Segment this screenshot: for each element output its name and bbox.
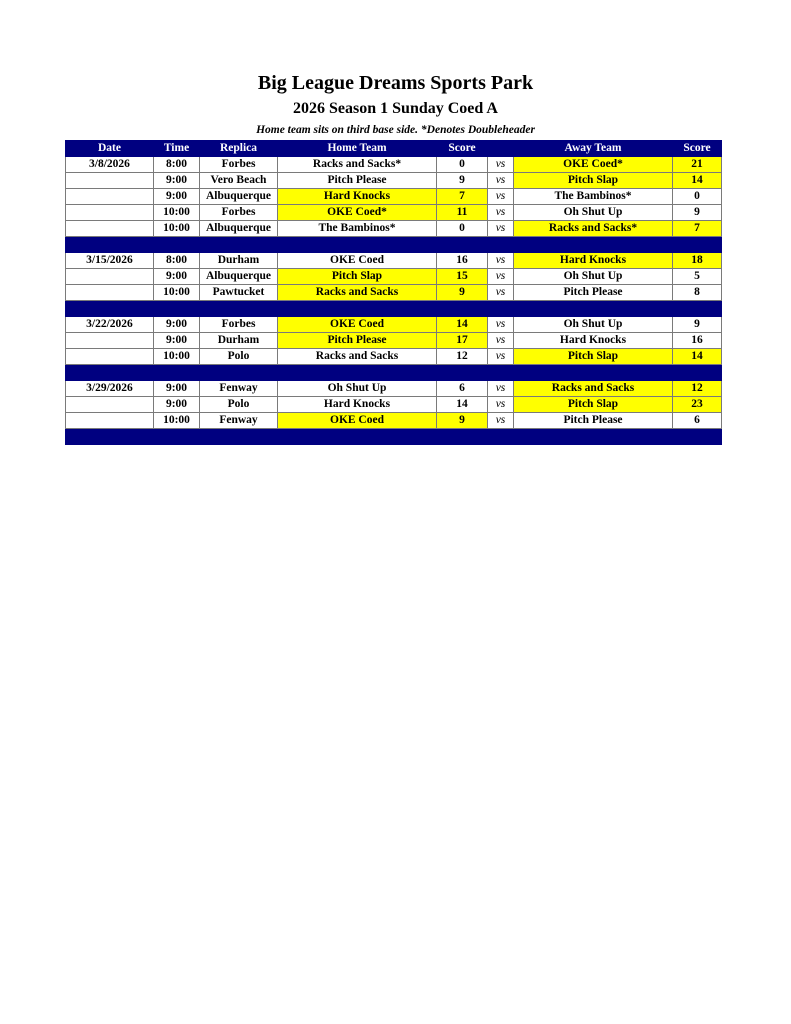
game-date (66, 173, 154, 189)
schedule-body (66, 157, 722, 445)
game-row (66, 285, 722, 301)
vs-label: vs (488, 157, 514, 173)
away-score: 9 (673, 205, 722, 221)
week-separator (66, 429, 722, 445)
home-team: Oh Shut Up (278, 381, 437, 397)
home-team: Hard Knocks (278, 397, 437, 413)
vs-label: vs (488, 413, 514, 429)
page-subtitle: 2026 Season 1 Sunday Coed A (293, 100, 498, 117)
game-date (66, 189, 154, 205)
game-replica: Forbes (200, 157, 278, 173)
game-replica: Albuquerque (200, 221, 278, 237)
col-header-away-team: Away Team (514, 141, 673, 157)
home-score: 0 (437, 221, 488, 237)
vs-label: vs (488, 221, 514, 237)
away-team: Hard Knocks (514, 253, 673, 269)
game-row (66, 349, 722, 365)
game-date (66, 285, 154, 301)
game-time: 9:00 (154, 269, 200, 285)
vs-label: vs (488, 205, 514, 221)
col-header-time: Time (154, 141, 200, 157)
vs-label: vs (488, 269, 514, 285)
game-date: 3/29/2026 (66, 381, 154, 397)
home-team: OKE Coed (278, 413, 437, 429)
home-team: Racks and Sacks (278, 349, 437, 365)
game-replica: Polo (200, 397, 278, 413)
page-title: Big League Dreams Sports Park (257, 72, 534, 94)
game-time: 9:00 (154, 189, 200, 205)
vs-label: vs (488, 333, 514, 349)
game-replica: Albuquerque (200, 269, 278, 285)
away-team: The Bambinos* (514, 189, 673, 205)
away-score: 6 (673, 413, 722, 429)
away-score: 21 (673, 157, 722, 173)
game-row (66, 381, 722, 397)
away-score: 12 (673, 381, 722, 397)
col-header-vs (488, 141, 514, 157)
vs-label: vs (488, 397, 514, 413)
game-date (66, 205, 154, 221)
game-row (66, 397, 722, 413)
separator-bar (66, 237, 722, 253)
game-row (66, 333, 722, 349)
home-score: 0 (437, 157, 488, 173)
game-row (66, 205, 722, 221)
home-score: 6 (437, 381, 488, 397)
game-time: 10:00 (154, 221, 200, 237)
vs-label: vs (488, 381, 514, 397)
separator-bar (66, 301, 722, 317)
game-replica: Pawtucket (200, 285, 278, 301)
game-row (66, 317, 722, 333)
home-score: 9 (437, 413, 488, 429)
game-time: 9:00 (154, 333, 200, 349)
game-date: 3/22/2026 (66, 317, 154, 333)
game-replica: Albuquerque (200, 189, 278, 205)
game-date (66, 333, 154, 349)
game-replica: Vero Beach (200, 173, 278, 189)
game-date (66, 269, 154, 285)
game-time: 8:00 (154, 253, 200, 269)
away-score: 16 (673, 333, 722, 349)
game-time: 9:00 (154, 397, 200, 413)
game-time: 10:00 (154, 205, 200, 221)
away-score: 14 (673, 349, 722, 365)
game-row (66, 413, 722, 429)
away-team: Racks and Sacks* (514, 221, 673, 237)
home-score: 7 (437, 189, 488, 205)
game-row (66, 189, 722, 205)
home-team: The Bambinos* (278, 221, 437, 237)
away-score: 18 (673, 253, 722, 269)
game-date (66, 397, 154, 413)
vs-label: vs (488, 285, 514, 301)
home-score: 17 (437, 333, 488, 349)
vs-label: vs (488, 173, 514, 189)
home-score: 14 (437, 397, 488, 413)
vs-label: vs (488, 317, 514, 333)
col-header-replica: Replica (200, 141, 278, 157)
week-separator (66, 365, 722, 381)
home-team: Pitch Please (278, 333, 437, 349)
away-team: Pitch Please (514, 413, 673, 429)
vs-label: vs (488, 349, 514, 365)
schedule-note: Home team sits on third base side. *Denotes Doubleheader (256, 124, 535, 136)
game-date: 3/15/2026 (66, 253, 154, 269)
away-score: 14 (673, 173, 722, 189)
game-replica: Forbes (200, 317, 278, 333)
game-date (66, 349, 154, 365)
header-row (66, 141, 722, 157)
away-score: 5 (673, 269, 722, 285)
away-team: Pitch Please (514, 285, 673, 301)
home-score: 11 (437, 205, 488, 221)
game-time: 10:00 (154, 349, 200, 365)
home-score: 15 (437, 269, 488, 285)
away-team: Racks and Sacks (514, 381, 673, 397)
col-header-home-score: Score (437, 141, 488, 157)
home-team: OKE Coed (278, 317, 437, 333)
schedule-table (65, 140, 722, 445)
home-team: Pitch Please (278, 173, 437, 189)
away-team: Pitch Slap (514, 397, 673, 413)
away-team: Oh Shut Up (514, 269, 673, 285)
week-separator (66, 237, 722, 253)
away-score: 23 (673, 397, 722, 413)
home-team: Racks and Sacks (278, 285, 437, 301)
game-replica: Fenway (200, 381, 278, 397)
game-row (66, 221, 722, 237)
game-row (66, 269, 722, 285)
home-team: OKE Coed* (278, 205, 437, 221)
away-team: Oh Shut Up (514, 205, 673, 221)
home-score: 9 (437, 173, 488, 189)
vs-label: vs (488, 189, 514, 205)
game-time: 10:00 (154, 285, 200, 301)
game-replica: Polo (200, 349, 278, 365)
vs-label: vs (488, 253, 514, 269)
game-row (66, 157, 722, 173)
home-score: 16 (437, 253, 488, 269)
game-time: 9:00 (154, 317, 200, 333)
game-replica: Durham (200, 333, 278, 349)
home-team: OKE Coed (278, 253, 437, 269)
game-time: 9:00 (154, 173, 200, 189)
game-replica: Fenway (200, 413, 278, 429)
away-score: 9 (673, 317, 722, 333)
game-date (66, 221, 154, 237)
home-team: Pitch Slap (278, 269, 437, 285)
col-header-date: Date (66, 141, 154, 157)
game-date (66, 413, 154, 429)
game-row (66, 253, 722, 269)
col-header-away-score: Score (673, 141, 722, 157)
away-team: OKE Coed* (514, 157, 673, 173)
home-team: Racks and Sacks* (278, 157, 437, 173)
game-replica: Forbes (200, 205, 278, 221)
home-team: Hard Knocks (278, 189, 437, 205)
away-score: 0 (673, 189, 722, 205)
home-score: 12 (437, 349, 488, 365)
away-score: 7 (673, 221, 722, 237)
away-team: Hard Knocks (514, 333, 673, 349)
game-date: 3/8/2026 (66, 157, 154, 173)
game-time: 8:00 (154, 157, 200, 173)
away-score: 8 (673, 285, 722, 301)
away-team: Pitch Slap (514, 173, 673, 189)
separator-bar (66, 365, 722, 381)
game-time: 10:00 (154, 413, 200, 429)
col-header-home-team: Home Team (278, 141, 437, 157)
away-team: Pitch Slap (514, 349, 673, 365)
game-row (66, 173, 722, 189)
home-score: 9 (437, 285, 488, 301)
game-replica: Durham (200, 253, 278, 269)
home-score: 14 (437, 317, 488, 333)
game-time: 9:00 (154, 381, 200, 397)
away-team: Oh Shut Up (514, 317, 673, 333)
separator-bar (66, 429, 722, 445)
week-separator (66, 301, 722, 317)
